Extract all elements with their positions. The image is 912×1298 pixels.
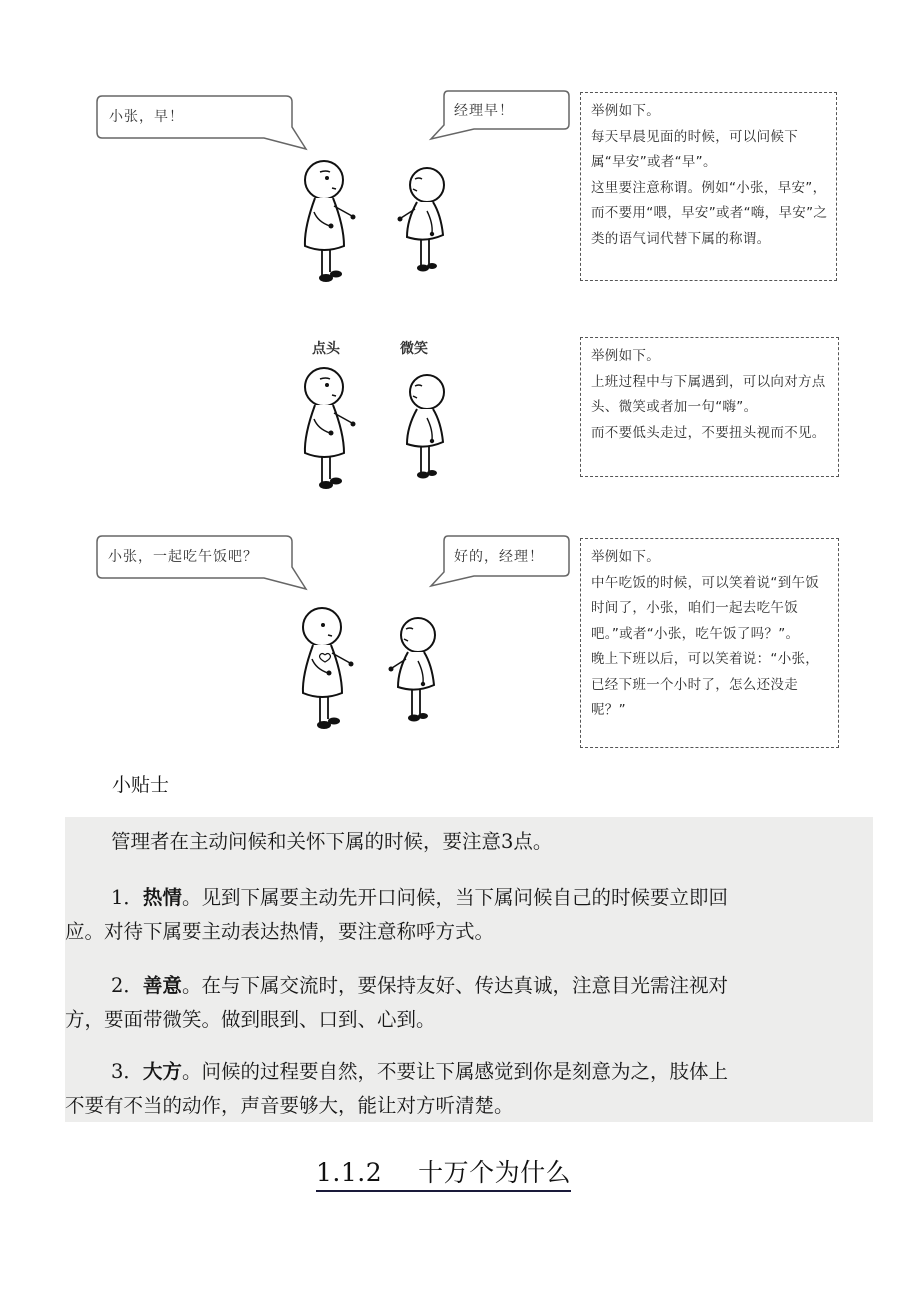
note-line: 每天早晨见面的时候，可以问候下属“早安”或者“早”。 — [591, 128, 798, 170]
cartoon-manager — [298, 605, 378, 730]
tip-term: 热情 — [142, 886, 182, 909]
speech-bubble-employee-3 — [430, 535, 570, 591]
caption-nod: 点头 — [312, 341, 340, 357]
cartoon-employee — [395, 372, 465, 482]
tip-text: 。见到下属要主动先开口问候，当下属问候自己的时候要立即回 — [181, 886, 728, 909]
section-number: 1.1.2 — [316, 1158, 383, 1187]
note-line: 晚上下班以后，可以笑着说：“小张，已经下班一个小时了，怎么还没走呢？” — [591, 651, 820, 718]
note-line: 举例如下。 — [591, 549, 660, 565]
note-line: 而不要低头走过，不要扭头视而不见。 — [591, 424, 826, 441]
note-line: 举例如下。 — [591, 103, 660, 119]
caption-smile: 微笑 — [400, 341, 428, 357]
speech-bubble-manager-3 — [96, 535, 306, 595]
speech-text: 小张，一起吃午饭吧？ — [108, 549, 258, 565]
stick-figure-icon — [386, 615, 456, 725]
tip-term: 善意 — [142, 974, 182, 997]
tip-item — [65, 969, 873, 1037]
note-line: 上班过程中与下属遇到，可以向对方点头、微笑或者加一句“嗨”。 — [591, 373, 826, 415]
tip-text: 。问候的过程要自然，不要让下属感觉到你是刻意为之，肢体上 — [181, 1060, 728, 1083]
tip-text-continued: 应。对待下属要主动表达热情，要注意称呼方式。 — [65, 920, 495, 943]
speech-bubble-employee-1 — [430, 90, 570, 146]
note-line: 这里要注意称谓。例如“小张，早安”，而不要用“喂，早安”或者“嗨，早安”之类的语气词代替下属的称谓。 — [591, 179, 828, 247]
tips-intro: 管理者在主动问候和关怀下属的时候，要注意3点。 — [111, 830, 553, 853]
tip-text: 。在与下属交流时，要保持友好、传达真诚，注意目光需注视对 — [181, 974, 728, 997]
tips-box — [65, 817, 873, 1122]
tip-term: 大方 — [142, 1060, 182, 1083]
cartoon-manager — [300, 365, 380, 490]
speech-text: 小张，早！ — [109, 109, 184, 125]
stick-figure-icon — [300, 158, 380, 283]
stick-figure-icon — [300, 365, 380, 490]
tip-number: 3． — [111, 1060, 143, 1083]
tip-item — [65, 881, 873, 949]
tips-heading: 小贴士 — [112, 774, 170, 796]
example-note-3 — [580, 538, 839, 748]
example-note-1 — [580, 92, 837, 281]
cartoon-employee — [395, 165, 465, 275]
speech-bubble-manager-1 — [96, 95, 306, 155]
note-line: 中午吃饭的时候，可以笑着说“到午饭时间了，小张，咱们一起去吃午饭吧。”或者“小张，吃午饭了吗？”。 — [591, 574, 820, 642]
cartoon-manager — [300, 158, 380, 283]
note-line: 举例如下。 — [591, 348, 660, 364]
tip-item — [65, 1055, 873, 1123]
section-title-text: 十万个为什么 — [418, 1158, 572, 1187]
cartoon-employee — [386, 615, 456, 725]
speech-text: 好的，经理！ — [454, 549, 544, 565]
section-heading — [316, 1153, 571, 1192]
stick-figure-icon — [395, 165, 465, 275]
speech-text: 经理早！ — [454, 103, 514, 119]
example-note-2 — [580, 337, 839, 477]
tip-text-continued: 方，要面带微笑。做到眼到、口到、心到。 — [65, 1008, 436, 1031]
tip-text-continued: 不要有不当的动作，声音要够大，能让对方听清楚。 — [65, 1094, 514, 1117]
tip-number: 1． — [111, 886, 143, 909]
stick-figure-icon — [395, 372, 465, 482]
tip-number: 2． — [111, 974, 143, 997]
stick-figure-icon — [298, 605, 378, 730]
